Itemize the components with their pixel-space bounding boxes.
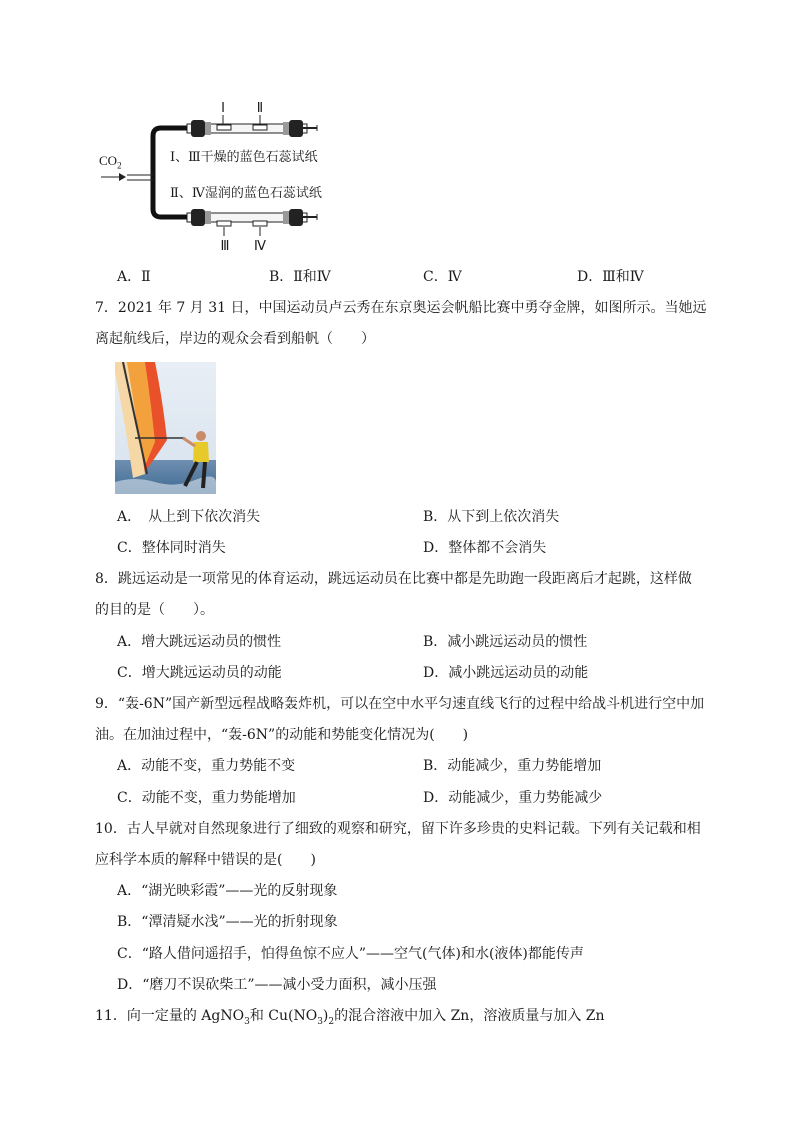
co2-apparatus-figure [95,96,335,256]
paper-note-wet: Ⅱ、Ⅳ湿润的蓝色石蕊试纸 [170,186,322,201]
q7-option-a: A． 从上到下依次消失 [117,509,261,525]
q7-option-c: C．整体同时消失 [117,540,226,556]
q7-option-b: B．从下到上依次消失 [423,509,560,525]
q7-option-d: D．整体都不会消失 [423,540,547,556]
q6-option-c: C．Ⅳ [423,269,462,285]
q6-option-b: B．Ⅱ和Ⅳ [269,269,331,285]
q8-stem-line1: 8．跳远运动是一项常见的体育运动，跳远运动员在比赛中都是先助跑一段距离后才起跳，这样做 [95,571,692,587]
q6-option-a: A．Ⅱ [117,269,151,285]
apparatus-drawing [95,96,335,256]
bottom-glass-tube [187,209,317,226]
label-IV: Ⅳ [254,239,266,254]
q10-option-d: D．“磨刀不误砍柴工”——减小受力面积，减小压强 [117,977,437,993]
q10-option-a: A．“湖光映彩霞”——光的反射现象 [117,883,338,899]
q7-stem-line2: 离起航线后，岸边的观众会看到船帆（ ） [95,331,375,347]
q9-stem-line2: 油。在加油过程中，“轰-6N”的动能和势能变化情况为( ) [95,727,469,743]
label-II: Ⅱ [256,101,264,116]
label-I: Ⅰ [221,101,225,116]
q10-option-b: B．“潭清疑水浅”——光的折射现象 [117,914,338,930]
windsurfer-illustration [115,362,216,494]
q8-option-c: C．增大跳远运动员的动能 [117,665,282,681]
q6-option-d: D．Ⅲ和Ⅳ [577,269,644,285]
q9-stem-line1: 9．“轰-6N”国产新型远程战略轰炸机，可以在空中水平匀速直线飞行的过程中给战斗机进行空中加 [95,696,705,712]
paper-note-dry: Ⅰ、Ⅲ干燥的蓝色石蕊试纸 [170,150,318,165]
q10-stem-line1: 10．古人早就对自然现象进行了细致的观察和研究，留下许多珍贵的史料记载。下列有关记载和相 [95,821,701,837]
co2-label: $CO_2$ [99,153,122,171]
q10-option-c: C．“路人借问遥招手，怕得鱼惊不应人”——空气(气体)和水(液体)都能传声 [117,946,584,962]
q7-stem-line1: 7．2021 年 7 月 31 日，中国运动员卢云秀在东京奥运会帆船比赛中勇夺金牌，如图所示。当她远 [95,300,707,316]
q10-stem-line2: 应科学本质的解释中错误的是( ) [95,852,316,868]
connecting-pipe [153,128,187,217]
q8-option-d: D．减小跳远运动员的动能 [423,665,589,681]
q9-option-c: C．动能不变，重力势能增加 [117,790,296,806]
windsurfer-photo [115,362,216,494]
top-glass-tube [187,120,317,137]
q8-option-a: A．增大跳远运动员的惯性 [117,634,282,650]
label-III: Ⅲ [220,239,230,254]
q9-option-a: A．动能不变，重力势能不变 [117,758,296,774]
q8-stem-line2: 的目的是（ ）。 [95,602,214,618]
q9-option-d: D．动能减少，重力势能减少 [423,790,603,806]
q8-option-b: B．减小跳远运动员的惯性 [423,634,588,650]
q9-option-b: B．动能减少，重力势能增加 [423,758,602,774]
q11-stem: 11．向一定量的 AgNO$_3$和 $Cu(NO_3)_2$的混合溶液中加入 Zn，溶液质量与加入 Zn [95,1008,605,1027]
